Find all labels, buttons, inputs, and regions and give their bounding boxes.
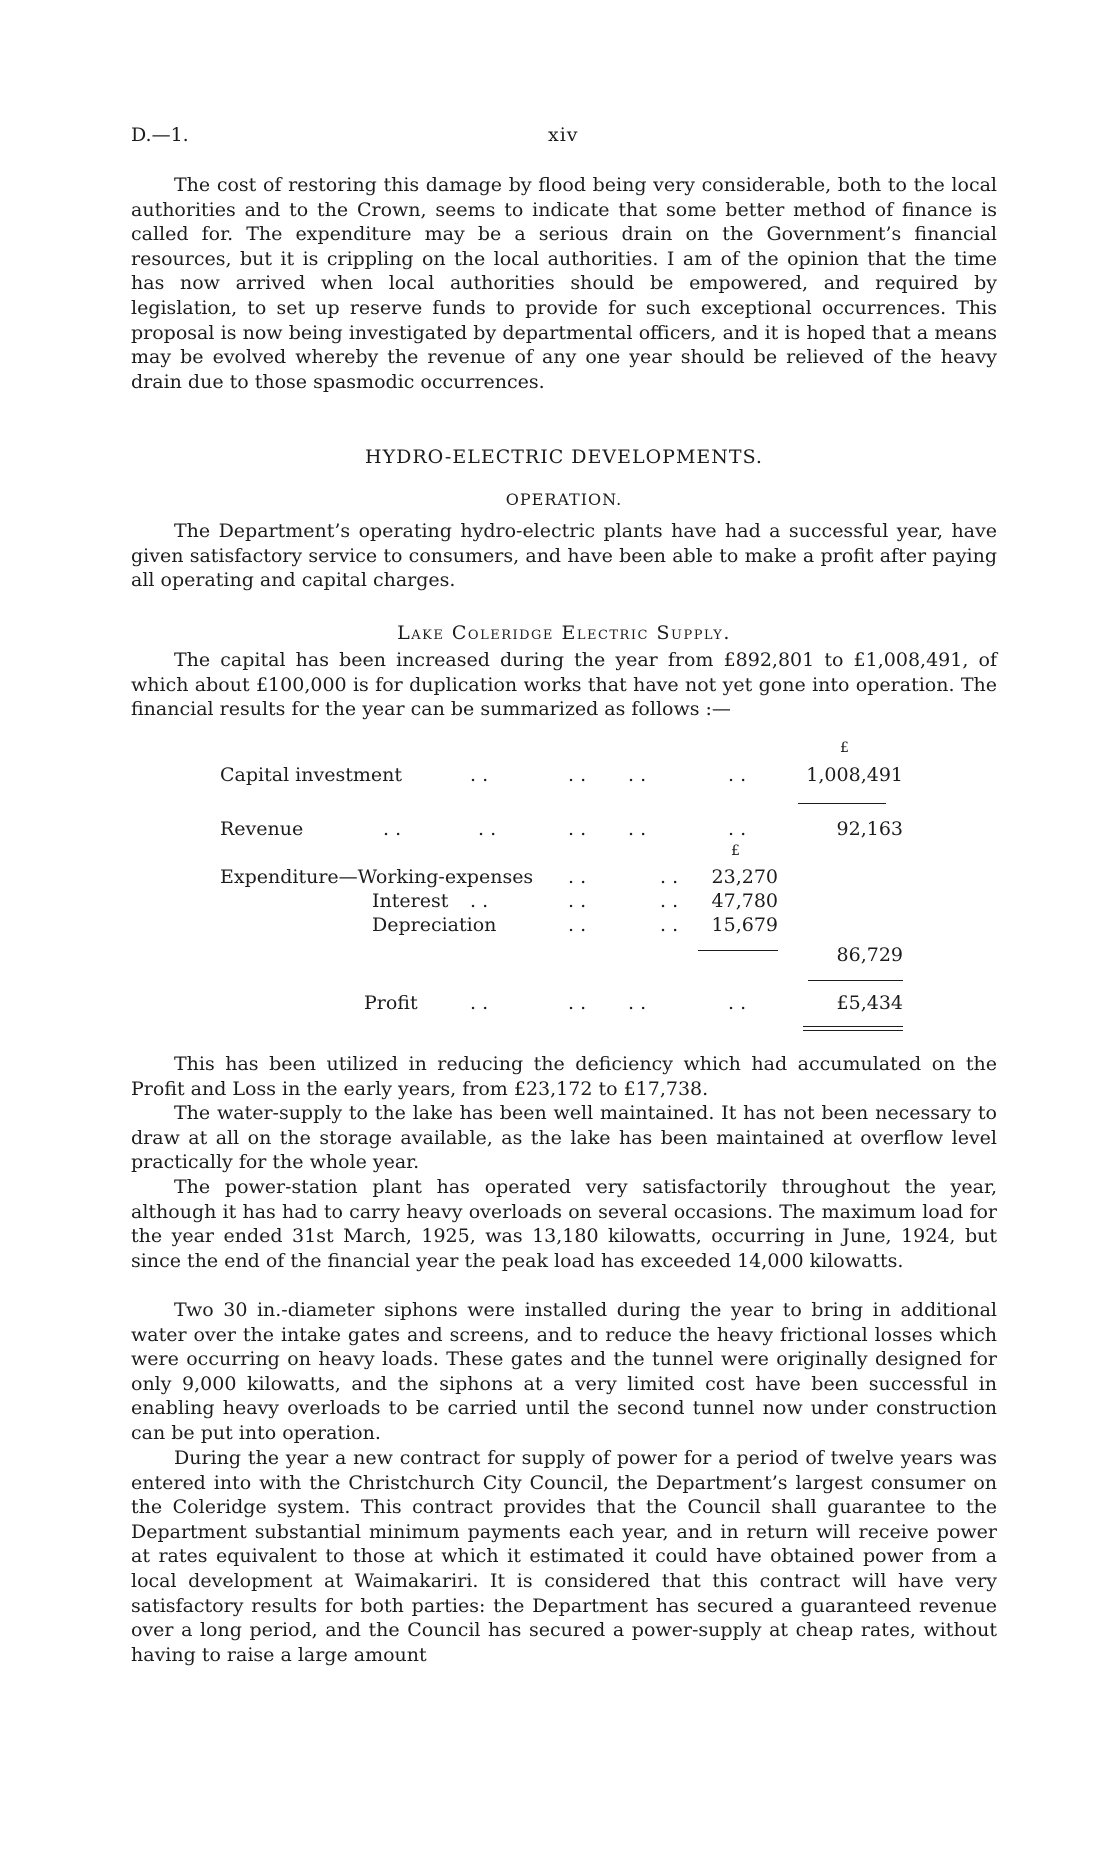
rule <box>803 1030 903 1031</box>
profit-value: £5,434 <box>836 992 903 1014</box>
depreciation-label: Depreciation <box>372 914 497 936</box>
paragraph-siphons: Two 30 in.-diameter siphons were installed during the year to bring in additional water over the intake gates and screens, and to reduce the heavy frictional losses which were occurring on heavy loads. These gates and the tunnel were originally designed for only 9,000 kilowatts, and the siphons at a very limited cost have been successful in enabling heavy overloads to be carried until the second tunnel now under construction can be put into operation. <box>131 1299 997 1444</box>
interest-value: 47,780 <box>711 890 778 912</box>
rule <box>808 980 903 981</box>
leader-dots: . . <box>568 992 587 1014</box>
section-heading: HYDRO-ELECTRIC DEVELOPMENTS. <box>365 446 763 468</box>
expenditure-label: Expenditure—Working-expenses <box>220 866 534 888</box>
paragraph-capital: The capital has been increased during the year from £892,801 to £1,008,491, of which about £100,000 is for duplication works that have not yet gone into operation. The financial results for the year can be summarized as follows :— <box>131 649 997 721</box>
paragraph-water-supply: The water-supply to the lake has been well maintained. It has not been necessary to draw at all on the storage available, as the lake has been maintained at overflow level practically for the whole year. <box>131 1102 997 1174</box>
leader-dots: . . <box>728 992 747 1014</box>
profit-label: Profit <box>364 992 418 1014</box>
leader-dots: . . <box>568 818 587 840</box>
leader-dots: . . <box>568 866 587 888</box>
rule <box>798 803 886 804</box>
page-reference: D.—1. <box>131 124 189 146</box>
leader-dots: . . <box>628 992 647 1014</box>
leader-dots: . . <box>660 866 679 888</box>
currency-symbol: £ <box>840 740 849 756</box>
page-number: xiv <box>548 124 579 146</box>
paragraph-power-station: The power-station plant has operated very satisfactorily throughout the year, although it has had to carry heavy overloads on several occasions. The maximum load for the year ended 31st March, 1925, was 13,180 kilowatts, occurring in June, 1924, but since the end of the financial year the peak load has exceeded 14,000 kilowatts. <box>131 1176 997 1272</box>
leader-dots: . . <box>568 764 587 786</box>
leader-dots: . . <box>728 764 747 786</box>
leader-dots: . . <box>728 818 747 840</box>
currency-symbol: £ <box>731 843 740 859</box>
capital-value: 1,008,491 <box>806 764 903 786</box>
leader-dots: . . <box>628 764 647 786</box>
expenditure-total: 86,729 <box>836 944 903 966</box>
rule <box>803 1026 903 1027</box>
paragraph-deficiency: This has been utilized in reducing the deficiency which had accumulated on the Profit and Loss in the early years, from £23,172 to £17,738. <box>131 1053 997 1100</box>
leader-dots: . . <box>383 818 402 840</box>
leader-dots: . . <box>660 914 679 936</box>
depreciation-value: 15,679 <box>711 914 778 936</box>
paragraph-operation: The Department’s operating hydro-electric plants have had a successful year, have given satisfactory service to consumers, and have been able to make a profit after paying all operating and capital charges. <box>131 520 997 592</box>
revenue-value: 92,163 <box>836 818 903 840</box>
leader-dots: . . <box>478 818 497 840</box>
paragraph-flood-finance: The cost of restoring this damage by flood being very considerable, both to the local authorities and to the Crown, seems to indicate that some better method of finance is called for. The expenditure may be a serious drain on the Government’s financial resources, but it is crippling on the local authorities. I am of the opinion that the time has now arrived when local authorities should be empowered, and required by legislation, to set up reserve funds to provide for such exceptional occurrences. This proposal is now being investigated by departmental officers, and it is hoped that a means may be evolved whereby the revenue of any one year should be relieved of the heavy drain due to those spasmodic occurrences. <box>131 174 997 393</box>
paragraph-contract: During the year a new contract for supply of power for a period of twelve years was entered into with the Christchurch City Council, the Department’s largest consumer on the Coleridge system. This contract provides that the Council shall guarantee to the Department substantial minimum payments each year, and in return will receive power at rates equivalent to those at which it estimated it could have obtained power from a local development at Waimakariri. It is considered that this contract will have very satisfactory results for both parties: the Department has secured a guaranteed revenue over a long period, and the Council has secured a power-supply at cheap rates, without having to raise a large amount <box>131 1447 997 1666</box>
leader-dots: . . <box>628 818 647 840</box>
rule <box>698 950 778 951</box>
revenue-label: Revenue <box>220 818 304 840</box>
leader-dots: . . <box>660 890 679 912</box>
leader-dots: . . <box>470 992 489 1014</box>
subsection-heading: OPERATION. <box>505 490 623 509</box>
capital-label: Capital investment <box>220 764 402 786</box>
leader-dots: . . <box>568 914 587 936</box>
supply-heading: Lake Coleridge Electric Supply. <box>397 622 731 644</box>
leader-dots: . . <box>470 764 489 786</box>
leader-dots: . . <box>470 890 489 912</box>
leader-dots: . . <box>568 890 587 912</box>
working-expenses-value: 23,270 <box>711 866 778 888</box>
interest-label: Interest <box>372 890 449 912</box>
